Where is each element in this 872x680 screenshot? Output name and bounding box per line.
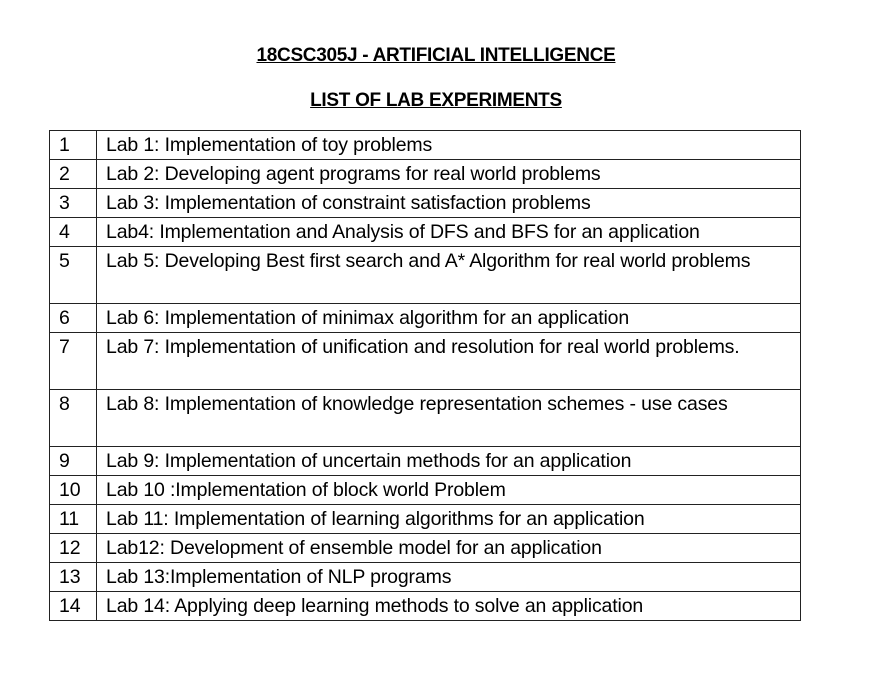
experiment-number: 5 <box>50 247 97 304</box>
lab-experiments-table <box>49 130 801 621</box>
experiment-number: 9 <box>50 447 97 476</box>
table-row <box>50 304 801 333</box>
table-row <box>50 447 801 476</box>
experiment-number: 8 <box>50 390 97 447</box>
experiment-title: Lab 9: Implementation of uncertain methods for an application <box>97 447 801 476</box>
table-row <box>50 218 801 247</box>
experiment-number: 4 <box>50 218 97 247</box>
experiment-title: Lab 5: Developing Best first search and A* Algorithm for real world problems <box>97 247 801 304</box>
experiment-number: 3 <box>50 189 97 218</box>
table-row <box>50 333 801 390</box>
experiment-number: 6 <box>50 304 97 333</box>
experiment-title: Lab 11: Implementation of learning algorithms for an application <box>97 505 801 534</box>
table-row <box>50 160 801 189</box>
experiment-title: Lab 14: Applying deep learning methods to solve an application <box>97 592 801 621</box>
experiment-number: 2 <box>50 160 97 189</box>
experiment-number: 7 <box>50 333 97 390</box>
table-row <box>50 247 801 304</box>
experiment-title: Lab12: Development of ensemble model for an application <box>97 534 801 563</box>
experiment-title: Lab 10 :Implementation of block world Problem <box>97 476 801 505</box>
experiment-title: Lab 1: Implementation of toy problems <box>97 131 801 160</box>
table-row <box>50 390 801 447</box>
experiment-number: 11 <box>50 505 97 534</box>
course-title: 18CSC305J - ARTIFICIAL INTELLIGENCE <box>256 45 616 66</box>
table-row <box>50 592 801 621</box>
table-row <box>50 534 801 563</box>
experiment-number: 14 <box>50 592 97 621</box>
experiment-number: 1 <box>50 131 97 160</box>
table-row <box>50 476 801 505</box>
experiment-title: Lab 8: Implementation of knowledge representation schemes - use cases <box>97 390 801 447</box>
experiment-number: 12 <box>50 534 97 563</box>
experiment-title: Lab4: Implementation and Analysis of DFS and BFS for an application <box>97 218 801 247</box>
table-row <box>50 131 801 160</box>
table-row <box>50 505 801 534</box>
experiment-title: Lab 13:Implementation of NLP programs <box>97 563 801 592</box>
experiment-title: Lab 2: Developing agent programs for real world problems <box>97 160 801 189</box>
list-title: LIST OF LAB EXPERIMENTS <box>310 90 562 111</box>
experiment-title: Lab 6: Implementation of minimax algorithm for an application <box>97 304 801 333</box>
table-row <box>50 189 801 218</box>
experiment-title: Lab 7: Implementation of unification and resolution for real world problems. <box>97 333 801 390</box>
experiment-title: Lab 3: Implementation of constraint satisfaction problems <box>97 189 801 218</box>
table-row <box>50 563 801 592</box>
experiment-number: 10 <box>50 476 97 505</box>
experiment-number: 13 <box>50 563 97 592</box>
